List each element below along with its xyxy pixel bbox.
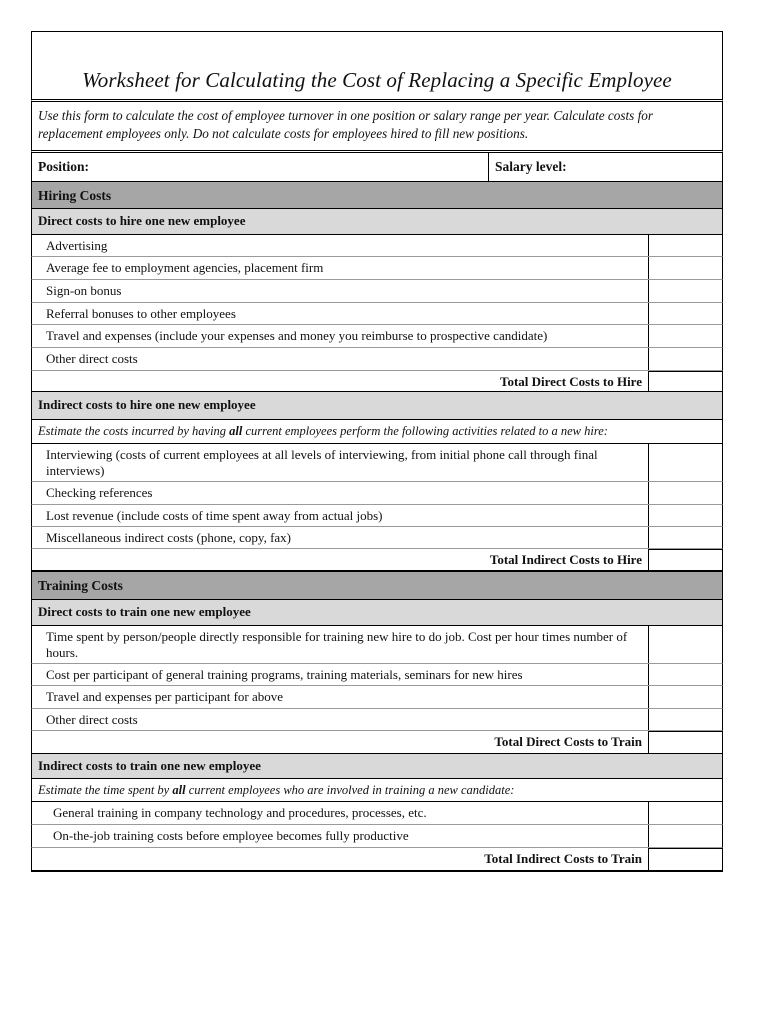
cost-cell[interactable] [648, 802, 722, 824]
total-row [31, 549, 723, 572]
total-label: Total Indirect Costs to Hire [489, 552, 642, 567]
position-row [31, 153, 723, 181]
table-row [31, 348, 723, 371]
title-box [31, 31, 723, 99]
cost-cell[interactable] [648, 626, 722, 663]
table-row [31, 802, 723, 825]
row-label: Time spent by person/people directly responsible for training new hire to do job. Cost per hour times number of hours. [46, 629, 628, 660]
row-label: Advertising [46, 238, 108, 253]
table-row [31, 482, 723, 505]
row-label: Sign-on bonus [46, 283, 122, 298]
salary-level-label: Salary level: [495, 159, 567, 174]
hiring-costs-heading: Hiring Costs [31, 181, 723, 209]
table-row [31, 686, 723, 709]
row-label: Other direct costs [46, 712, 138, 727]
table-row [31, 709, 723, 731]
cost-cell[interactable] [648, 709, 722, 730]
row-label: Referral bonuses to other employees [46, 306, 236, 321]
row-label: Travel and expenses per participant for above [46, 689, 284, 704]
table-row [31, 527, 723, 549]
train-indirect-heading: Indirect costs to train one new employee [31, 754, 723, 778]
hire-direct-heading: Direct costs to hire one new employee [31, 209, 723, 234]
cost-cell[interactable] [648, 303, 722, 324]
table-row [31, 280, 723, 303]
hire-indirect-note: Estimate the costs incurred by having all current employees perform the following activities related to a new hire: [31, 419, 723, 444]
row-label: Travel and expenses (include your expenses and money you reimburse to prospective candidate) [46, 328, 548, 343]
table-row [31, 825, 723, 848]
total-row [31, 731, 723, 754]
total-cell[interactable] [648, 848, 722, 870]
worksheet-title: Worksheet for Calculating the Cost of Replacing a Specific Employee [82, 68, 672, 92]
position-field[interactable] [32, 153, 489, 181]
total-cell[interactable] [648, 371, 722, 391]
cost-cell[interactable] [648, 325, 722, 347]
train-direct-heading: Direct costs to train one new employee [31, 600, 723, 625]
row-label: Average fee to employment agencies, placement firm [46, 260, 324, 275]
table-row [31, 303, 723, 325]
total-label: Total Direct Costs to Train [494, 734, 642, 749]
table-row [31, 664, 723, 686]
row-label: General training in company technology and procedures, processes, etc. [53, 805, 427, 820]
cost-cell[interactable] [648, 482, 722, 504]
train-indirect-note: Estimate the time spent by all current employees who are involved in training a new candidate: [31, 778, 723, 802]
total-cell[interactable] [648, 731, 722, 753]
table-row [31, 234, 723, 257]
total-label: Total Indirect Costs to Train [484, 851, 642, 866]
row-label: Interviewing (costs of current employees at all levels of interviewing, from initial phone call through final interviews) [46, 447, 598, 478]
table-row [31, 444, 723, 482]
table-row [31, 505, 723, 527]
table-row [31, 257, 723, 280]
table-row [31, 325, 723, 348]
hire-indirect-heading: Indirect costs to hire one new employee [31, 392, 723, 419]
cost-cell[interactable] [648, 505, 722, 526]
cost-cell[interactable] [648, 686, 722, 708]
training-costs-heading: Training Costs [31, 572, 723, 600]
row-label: Miscellaneous indirect costs (phone, copy, fax) [46, 530, 292, 545]
table-row [31, 625, 723, 664]
salary-level-field[interactable] [489, 153, 722, 181]
cost-cell[interactable] [648, 257, 722, 279]
cost-cell[interactable] [648, 444, 722, 481]
total-cell[interactable] [648, 549, 722, 570]
row-label: Other direct costs [46, 351, 138, 366]
row-label: Cost per participant of general training programs, training materials, seminars for new hires [46, 667, 523, 682]
cost-cell[interactable] [648, 664, 722, 685]
total-row [31, 848, 723, 872]
cost-cell[interactable] [648, 235, 722, 256]
worksheet [31, 31, 723, 872]
total-label: Total Direct Costs to Hire [499, 374, 642, 389]
row-label: Lost revenue (include costs of time spent away from actual jobs) [46, 508, 383, 523]
instructions: Use this form to calculate the cost of employee turnover in one position or salary range per year. Calculate costs for replacement employees only. Do not calculate costs for employees hired to fill new positions. [31, 99, 723, 153]
row-label: On-the-job training costs before employee becomes fully productive [53, 828, 409, 843]
position-label: Position: [38, 159, 90, 174]
cost-cell[interactable] [648, 825, 722, 847]
total-row [31, 371, 723, 392]
row-label: Checking references [46, 485, 153, 500]
cost-cell[interactable] [648, 527, 722, 548]
cost-cell[interactable] [648, 280, 722, 302]
cost-cell[interactable] [648, 348, 722, 370]
